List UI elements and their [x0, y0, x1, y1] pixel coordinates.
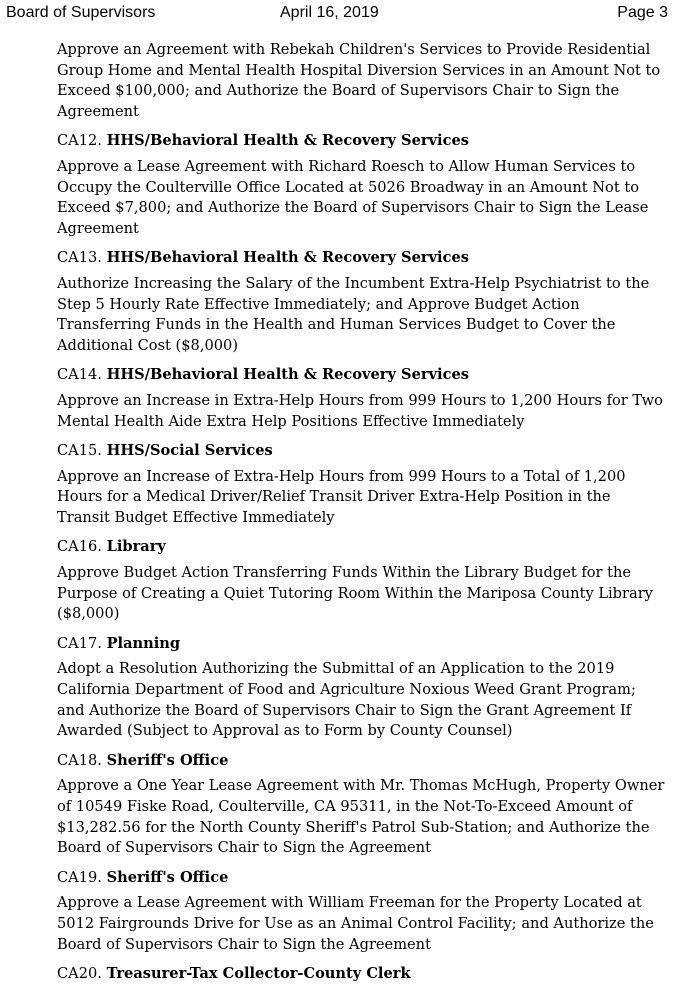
- item-number: CA12.: [57, 132, 102, 150]
- page-header: [0, 4, 680, 26]
- item-heading: [57, 751, 667, 772]
- item-description: Approve Budget Action Transferring Funds Within the Library Budget for the Purpose of Creating a Quiet Tutoring Room Within the Mariposa County Library ($8,000): [57, 564, 653, 623]
- item-heading: [57, 634, 667, 655]
- item-description: Approve an Agreement with Rebekah Children's Services to Provide Residential Group Home and Mental Health Hospital Diversion Services in an Amount Not to Exceed $100,000; and Authorize the Board of Supervisors Chair to Sign the Agreement: [57, 41, 661, 120]
- item-number: CA15.: [57, 442, 102, 460]
- item-heading: [57, 131, 667, 152]
- item-description: Approve a One Year Lease Agreement with Mr. Thomas McHugh, Property Owner of 10549 Fiske Road, Coulterville, CA 95311, in the Not-To-Exceed Amount of $13,282.56 for the North County Sheriff's Patrol Sub-Station; and Authorize the Board of Supervisors Chair to Sign the Agreement: [57, 777, 665, 857]
- item-department: HHS/Behavioral Health & Recovery Services: [106, 249, 469, 267]
- item-number: CA19.: [57, 868, 102, 886]
- header-board-name: Board of Supervisors: [6, 4, 156, 21]
- item-department: HHS/Behavioral Health & Recovery Services: [106, 132, 469, 150]
- item-heading: [57, 365, 667, 386]
- item-department: Sheriff's Office: [106, 751, 229, 769]
- item-heading: [57, 537, 667, 558]
- item-description: Approve an Increase in Extra-Help Hours from 999 Hours to 1,200 Hours for Two Mental Health Aide Extra Help Positions Effective Immediately: [57, 391, 663, 430]
- item-number: CA16.: [57, 538, 102, 556]
- header-page-number: Page 3: [617, 4, 668, 21]
- item-department: Planning: [106, 634, 181, 652]
- item-department: HHS/Behavioral Health & Recovery Services: [106, 366, 469, 384]
- item-department: Library: [106, 538, 166, 556]
- item-description: Approve a Lease Agreement with William Freeman for the Property Located at 5012 Fairgrounds Drive for Use as an Animal Control Facility; and Authorize the Board of Supervisors Chair to Sign the Agreement: [57, 894, 654, 953]
- item-heading: [57, 964, 667, 985]
- item-number: CA18.: [57, 751, 102, 769]
- item-description: Approve an Increase of Extra-Help Hours from 999 Hours to a Total of 1,200 Hours for a Medical Driver/Relief Transit Driver Extra-Help Position in the Transit Budget Effective Immediately: [57, 467, 626, 526]
- item-number: CA13.: [57, 249, 102, 267]
- header-date: April 16, 2019: [280, 4, 379, 21]
- item-heading: [57, 868, 667, 889]
- item-heading: [57, 248, 667, 269]
- item-description: Authorize Increasing the Salary of the Incumbent Extra-Help Psychiatrist to the Step 5 Hourly Rate Effective Immediately; and Approve Budget Action Transferring Funds in the Health and Human Services Budget to Cover the Additional Cost ($8,000): [57, 274, 650, 354]
- item-department: Treasurer-Tax Collector-County Clerk: [106, 965, 411, 983]
- item-number: CA17.: [57, 634, 102, 652]
- item-department: Sheriff's Office: [106, 868, 229, 886]
- item-description: Approve a Lease Agreement with Richard Roesch to Allow Human Services to Occupy the Coulterville Office Located at 5026 Broadway in an Amount Not to Exceed $7,800; and Authorize the Board of Supervisors Chair to Sign the Lease Agreement: [57, 157, 649, 237]
- item-number: CA20.: [57, 965, 102, 983]
- item-heading: [57, 441, 667, 462]
- item-number: CA14.: [57, 366, 102, 384]
- item-description: Adopt a Resolution Authorizing the Submittal of an Application to the 2019 California Department of Food and Agriculture Noxious Weed Grant Program; and Authorize the Board of Supervisors Chair to Sign the Grant Agreement If Awarded (Subject to Approval as to Form by County Counsel): [57, 660, 636, 740]
- item-department: HHS/Social Services: [106, 442, 273, 460]
- agenda-content: [57, 40, 667, 990]
